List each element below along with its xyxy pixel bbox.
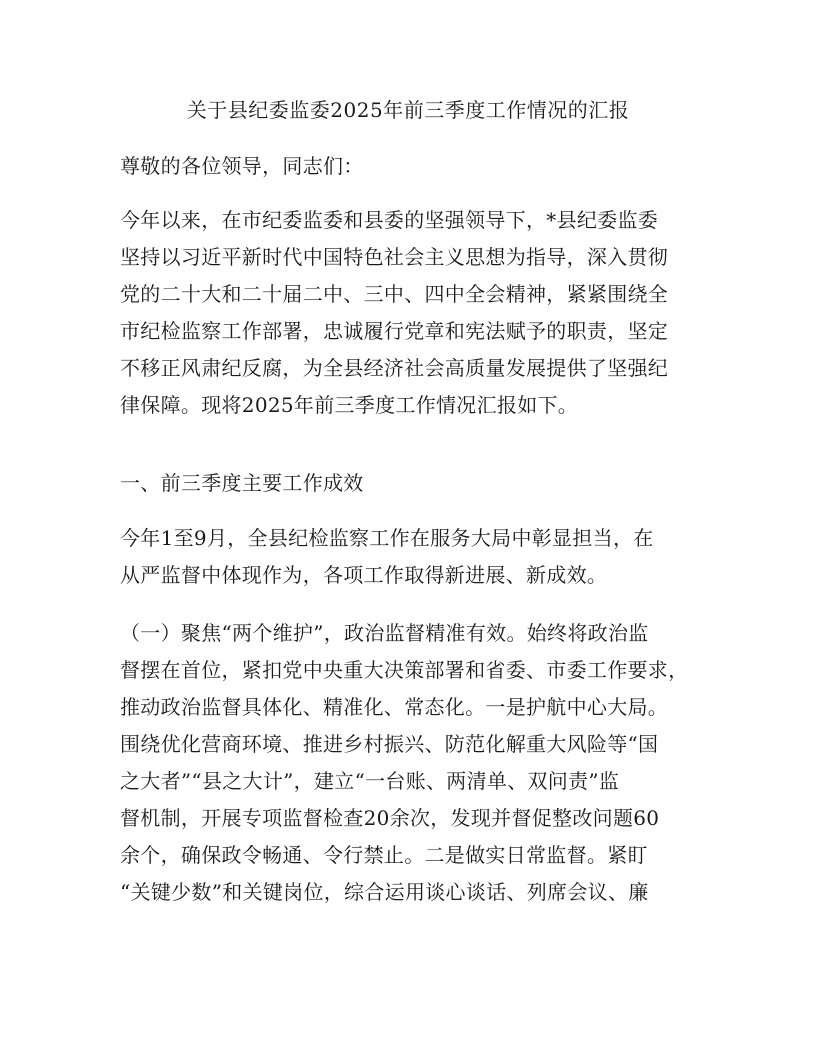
intro-line: 今年以来，在市纪委监委和县委的坚强领导下，*县纪委监委 [120, 208, 659, 232]
section-heading: 一、前三季度主要工作成效 [120, 471, 364, 495]
subsection-line: 之大者”“县之大计”，建立“一台账、两清单、双问责”监 [120, 769, 620, 793]
intro-line: 律保障。现将2025年前三季度工作情况汇报如下。 [120, 393, 579, 417]
subsection-line: 督机制，开展专项监督检查20余次，发现并督促整改问题60 [120, 806, 660, 830]
subsection-line: 推动政治监督具体化、精准化、常态化。一是护航中心大局。 [120, 695, 669, 719]
subsection-line: （一）聚焦“两个维护”，政治监督精准有效。始终将政治监 [120, 621, 649, 645]
subsection-line: 督摆在首位，紧扣党中央重大决策部署和省委、市委工作要求， [120, 658, 689, 682]
intro-line: 党的二十大和二十届二中、三中、四中全会精神，紧紧围绕全 [120, 282, 669, 306]
salutation: 尊敬的各位领导，同志们： [120, 154, 364, 178]
subsection-line: “关键少数”和关键岗位，综合运用谈心谈话、列席会议、廉 [120, 880, 649, 904]
intro-line: 不移正风肃纪反腐，为全县经济社会高质量发展提供了坚强纪 [120, 356, 669, 380]
intro-line: 坚持以习近平新时代中国特色社会主义思想为指导，深入贯彻 [120, 245, 669, 269]
subsection-line: 围绕优化营商环境、推进乡村振兴、防范化解重大风险等“国 [120, 732, 659, 756]
section-intro-line: 今年1至9月，全县纪检监察工作在服务大局中彰显担当，在 [120, 526, 654, 550]
section-intro-line: 从严监督中体现作为，各项工作取得新进展、新成效。 [120, 563, 608, 587]
document-title: 关于县纪委监委2025年前三季度工作情况的汇报 [186, 98, 630, 122]
intro-line: 市纪检监察工作部署，忠诚履行党章和宪法赋予的职责，坚定 [120, 319, 669, 343]
subsection-line: 余个，确保政令畅通、令行禁止。二是做实日常监督。紧盯 [120, 843, 648, 867]
